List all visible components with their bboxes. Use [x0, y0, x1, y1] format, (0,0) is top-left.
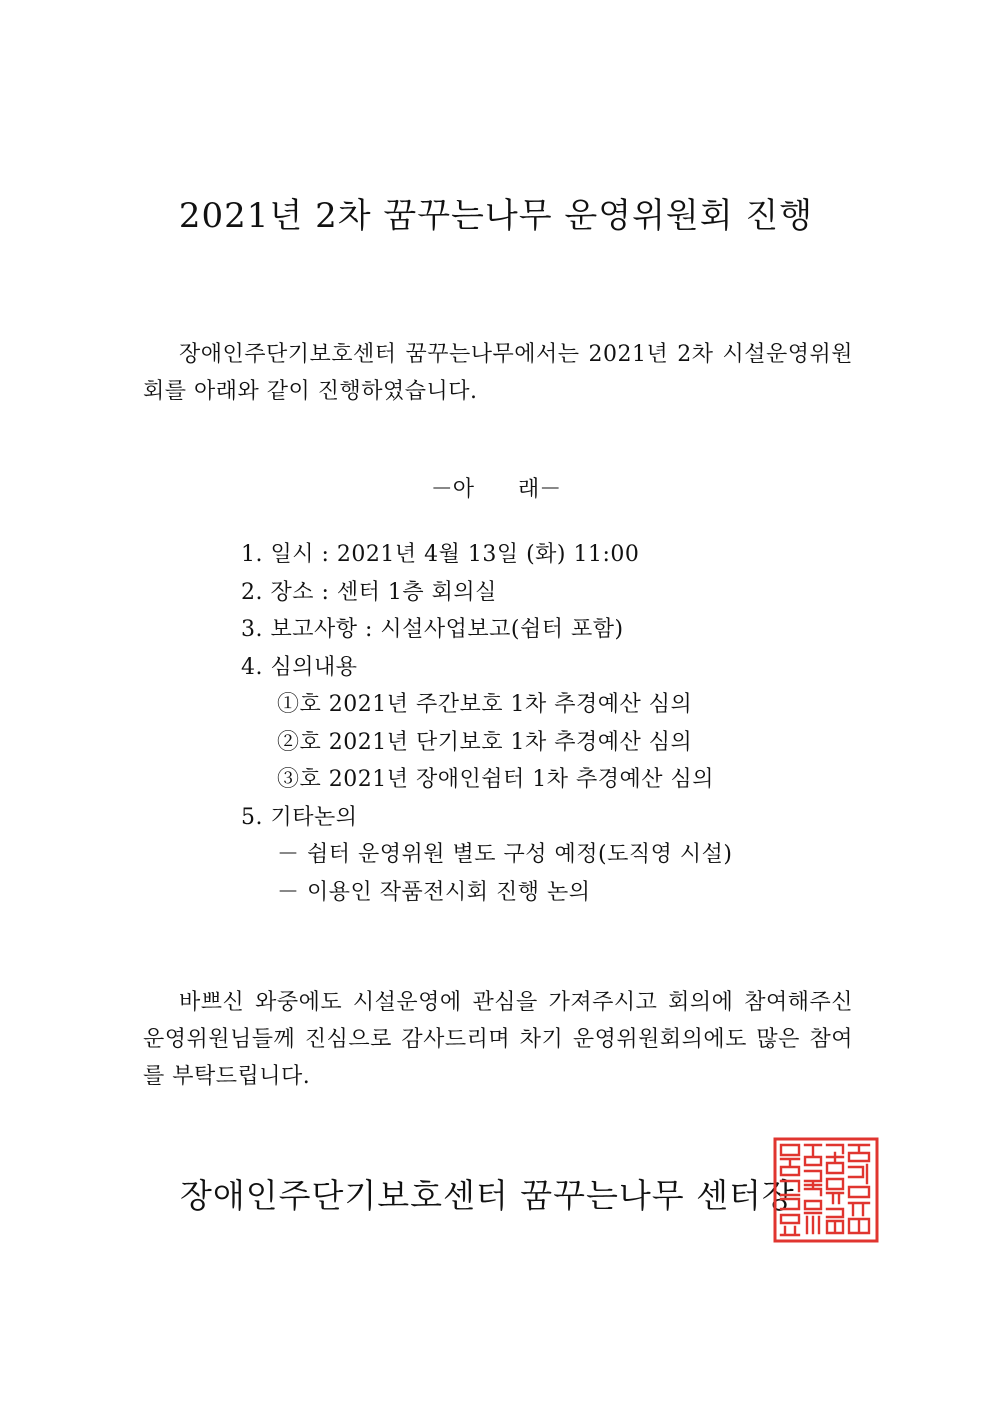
review-subitem-1: ①호 2021년 주간보호 1차 추경예산 심의	[277, 692, 693, 717]
agenda-item-other: 5. 기타논의	[241, 804, 358, 830]
other-subitem-1: － 쉼터 운영위원 별도 구성 예정(도직영 시설)	[277, 842, 733, 867]
review-subitem-3: ③호 2021년 장애인쉼터 1차 추경예산 심의	[277, 767, 714, 792]
review-subitem-2: ②호 2021년 단기보호 1차 추경예산 심의	[277, 729, 693, 755]
document-title: 2021년 2차 꿈꾸는나무 운영위원회 진행	[178, 196, 814, 236]
closing-paragraph	[143, 984, 853, 1095]
intro-paragraph	[143, 336, 853, 410]
agenda-list	[241, 536, 881, 911]
agenda-item-place: 2. 장소 : 센터 1층 회의실	[241, 579, 497, 605]
other-subitem-2: － 이용인 작품전시회 진행 논의	[277, 879, 591, 905]
section-heading-arae: －아 래－	[430, 477, 562, 502]
signature-line: 장애인주단기보호센터 꿈꾸는나무 센터장	[180, 1176, 795, 1215]
agenda-item-review: 4. 심의내용	[241, 654, 358, 680]
closing-text: 바쁘신 와중에도 시설운영에 관심을 가져주시고 회의에 참여해주신 운영위원님들께 진심으로 감사드리며 차기 운영위원회의에도 많은 참여를 부탁드립니다.	[143, 990, 853, 1089]
agenda-item-report: 3. 보고사항 : 시설사업보고(쉼터 포함)	[241, 617, 624, 642]
agenda-item-date: 1. 일시 : 2021년 4월 13일 (화) 11:00	[241, 542, 640, 567]
intro-text: 장애인주단기보호센터 꿈꾸는나무에서는 2021년 2차 시설운영위원회를 아래와 같이 진행하였습니다.	[143, 342, 853, 404]
official-seal	[773, 1137, 879, 1243]
